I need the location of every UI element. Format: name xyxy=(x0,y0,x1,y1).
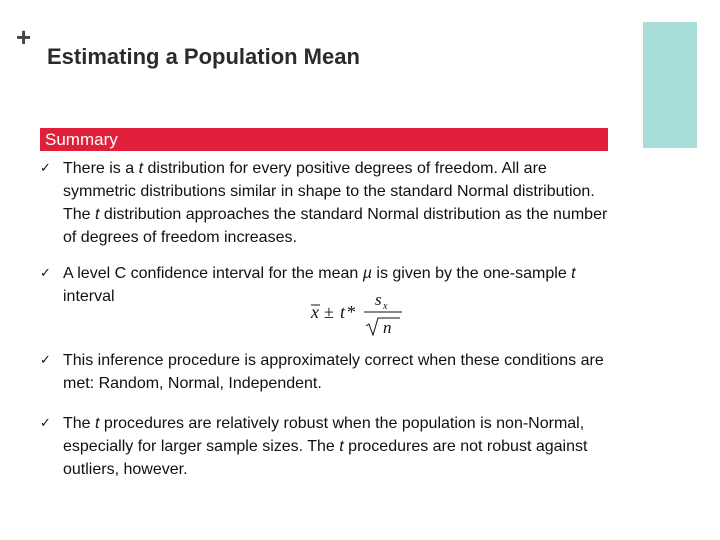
plus-icon: + xyxy=(16,22,32,52)
summary-heading: Summary xyxy=(45,130,118,149)
formula-subscript-x: x xyxy=(383,301,388,312)
formula-x: x xyxy=(311,302,319,322)
formula-plus-minus: ± xyxy=(324,302,334,322)
bullet-text xyxy=(63,349,688,395)
bullet-text xyxy=(63,157,688,249)
accent-block xyxy=(643,22,697,148)
bullet-line: met: Random, Normal, Independent. xyxy=(63,375,322,392)
bullet-line: of degrees of freedom increases. xyxy=(63,229,297,246)
bullet-line: outliers, however. xyxy=(63,461,188,478)
bullet-line: A level C confidence interval for the mean µ is given by the one-sample t xyxy=(63,265,576,282)
bullet-line: There is a t distribution for every positive degrees of freedom. All are xyxy=(63,160,547,177)
formula-star: * xyxy=(347,302,356,322)
bullet-text xyxy=(63,412,688,481)
bullet-line: The t distribution approaches the standard Normal distribution as the number xyxy=(63,206,608,223)
bullet-line: symmetric distributions similar in shape to the standard Normal distribution. xyxy=(63,183,595,200)
bullet-line: interval xyxy=(63,288,115,305)
slide-title: Estimating a Population Mean xyxy=(47,44,360,69)
bullet-line: The t procedures are relatively robust when the population is non-Normal, xyxy=(63,415,585,432)
bullet-line: especially for larger sample sizes. The t procedures are not robust against xyxy=(63,438,588,455)
formula-n: n xyxy=(383,318,392,337)
bullet-line: This inference procedure is approximately correct when these conditions are xyxy=(63,352,604,369)
confidence-interval-formula xyxy=(308,290,408,338)
check-icon: ✓ xyxy=(40,266,51,281)
check-icon: ✓ xyxy=(40,416,51,431)
formula-s: s xyxy=(375,290,382,309)
summary-heading-bar xyxy=(40,128,608,151)
check-icon: ✓ xyxy=(40,161,51,176)
formula-t: t xyxy=(340,302,346,322)
check-icon: ✓ xyxy=(40,353,51,368)
